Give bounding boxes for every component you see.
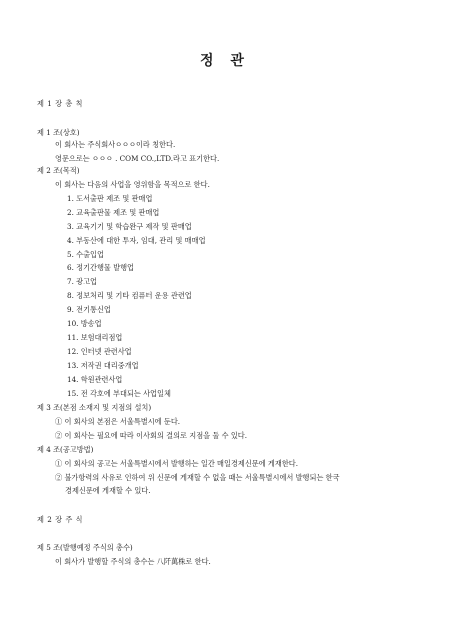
document-title: 정 관 [200,53,250,69]
article-3-paragraph-2: ② 이 회사는 필요에 따라 이사회의 결의로 지점을 둘 수 있다. [55,431,248,440]
purpose-item: 15. 전 각호에 부대되는 사업일체 [67,389,171,398]
article-3-paragraph-1: ① 이 회사의 본점은 서울특별시에 둔다. [55,417,181,426]
purpose-item: 7. 광고업 [67,277,97,286]
article-4-paragraph-2-continued: 경제신문에 게재할 수 있다. [65,486,151,495]
chapter-2-heading: 제 2 장 주 식 [37,515,83,524]
article-3-heading: 제 3 조(본점 소재지 및 지점의 설치) [37,403,152,412]
purpose-item: 6. 정기간행물 발행업 [67,263,134,272]
article-2-heading: 제 2 조(목적) [37,166,80,175]
purpose-item: 14. 학원관련사업 [67,375,123,384]
article-4-paragraph-1: ① 이 회사의 공고는 서울특별시에서 발행하는 일간 매일경제신문에 게재한다. [55,459,298,468]
purpose-item: 8. 정보처리 및 기타 컴퓨터 운용 관련업 [67,291,192,300]
purpose-item: 5. 수출입업 [67,250,104,259]
article-2-intro: 이 회사는 다음의 사업을 영위함을 목적으로 한다. [55,180,210,189]
article-1-heading: 제 1 조(상호) [37,128,80,137]
chapter-1-heading: 제 1 장 총 칙 [37,99,83,108]
purpose-item: 1. 도서출판 제조 및 판매업 [67,194,153,203]
purpose-item: 3. 교육기기 및 학습완구 제작 및 판매업 [67,222,192,231]
purpose-item: 9. 전기통신업 [67,305,111,314]
article-1-paragraph-1: 이 회사는 주식회사ㅇㅇㅇ이라 칭한다. [55,140,176,149]
purpose-item: 10. 방송업 [67,319,102,328]
article-4-paragraph-2: ② 불가항력의 사유로 인하여 위 신문에 게재할 수 없을 때는 서울특별시에서 발행되는 한국 [55,473,340,482]
article-4-heading: 제 4 조(공고방법) [37,445,94,454]
purpose-item: 2. 교육출판물 제조 및 판매업 [67,208,160,217]
article-1-paragraph-2: 영문으로는 ㅇㅇㅇ . COM CO.,LTD.라고 표기한다. [55,154,220,163]
purpose-item: 11. 보험대리점업 [67,333,123,342]
purpose-item: 12. 인터넷 관련사업 [67,347,132,356]
purpose-item: 13. 저작권 대리중개업 [67,361,139,370]
article-5-heading: 제 5 조(발행예정 주식의 총수) [37,543,133,552]
purpose-item: 4. 부동산에 대한 투자, 임대, 관리 및 매매업 [67,236,206,245]
article-5-paragraph-1: 이 회사가 발행할 주식의 총수는 八阡萬株로 한다. [55,557,211,566]
